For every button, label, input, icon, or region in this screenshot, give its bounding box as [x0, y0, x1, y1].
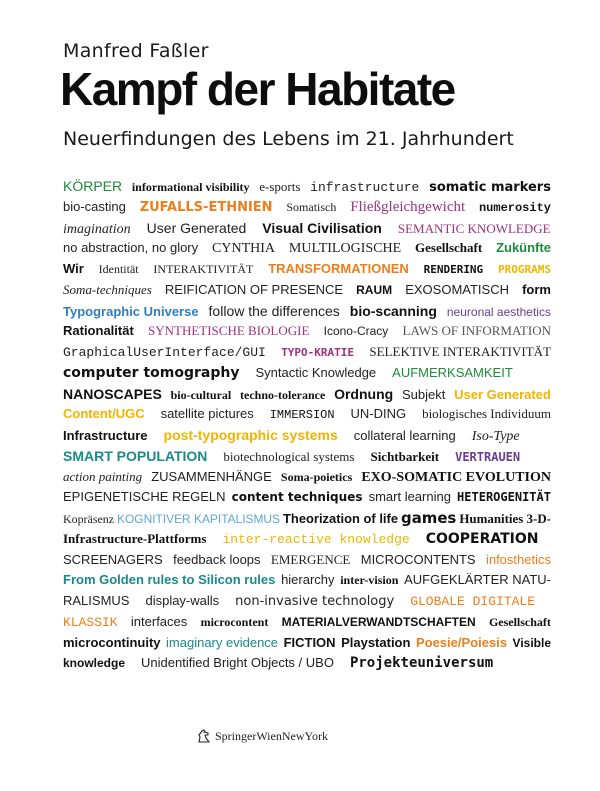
- cloud-term: ZUSAMMENHÄNGE: [151, 468, 272, 484]
- cloud-term: Gesellschaft: [488, 614, 551, 629]
- book-title: Kampf der Habitate: [60, 63, 455, 115]
- word-cloud-line: [63, 425, 553, 446]
- cloud-term: bio-casting: [63, 198, 126, 214]
- word-cloud-line: [63, 529, 553, 550]
- cloud-term: imagination: [63, 221, 131, 237]
- word-cloud-line: [63, 259, 553, 280]
- cloud-term: SMART POPULATION: [63, 447, 208, 464]
- cloud-term: e-sports: [259, 179, 301, 194]
- cloud-term: Somatisch: [286, 199, 337, 214]
- cloud-term: Iso-Type: [471, 429, 520, 444]
- cloud-term: Zukünfte: [496, 240, 551, 256]
- cloud-term: SCREENAGERS: [63, 551, 163, 567]
- cloud-term: Poesie/Poiesis: [415, 634, 508, 650]
- cloud-term: numerosity: [478, 200, 551, 215]
- cloud-term: NANOSCAPES: [63, 385, 162, 402]
- cloud-term: GLOBALE DIGITALE: [410, 594, 536, 609]
- cloud-term: EXO-SOMATIC EVOLUTION: [361, 469, 551, 485]
- cloud-term: games: [401, 509, 457, 527]
- cloud-term: Theorization of life: [283, 511, 399, 526]
- cloud-term: neuronal aesthetics: [446, 304, 551, 319]
- cloud-term: no abstraction, no glory: [63, 240, 199, 256]
- cloud-term: biologisches Individuum: [422, 406, 551, 422]
- cloud-term: KLASSIK: [63, 614, 118, 630]
- cloud-term: EMERGENCE: [270, 551, 351, 567]
- cloud-term: CYNTHIA: [212, 241, 276, 257]
- word-cloud-line: [63, 301, 553, 322]
- cloud-term: display-walls: [145, 593, 220, 608]
- cloud-term: somatic markers: [429, 180, 551, 195]
- word-cloud-line: [63, 612, 553, 633]
- cloud-term: Infrastructure-Plattforms: [63, 530, 207, 546]
- cloud-term: MICROCONTENTS: [360, 551, 476, 567]
- cloud-term: From Golden rules to Silicon rules: [63, 572, 276, 588]
- cloud-term: Ordnung: [334, 385, 394, 402]
- author-name: Manfred Faßler: [63, 40, 209, 62]
- cloud-term: KÖRPER: [63, 178, 123, 194]
- cloud-term: Syntactic Knowledge: [255, 364, 377, 380]
- word-cloud-line: [63, 467, 553, 488]
- cloud-term: non-invasive technology: [235, 594, 395, 609]
- word-cloud-line: [63, 238, 553, 259]
- cloud-term: informational visibility: [131, 180, 250, 194]
- cloud-term: Humanities 3-D-: [459, 511, 551, 526]
- cloud-term: feedback loops: [173, 551, 261, 567]
- word-cloud-line: [63, 653, 553, 674]
- cloud-term: computer tomography: [63, 364, 240, 381]
- cloud-term: SELEKTIVE INTERAKTIVITÄT: [369, 344, 551, 359]
- word-cloud-line: [63, 280, 553, 301]
- cloud-term: action painting: [63, 468, 143, 484]
- word-cloud-line: [63, 342, 553, 363]
- cloud-term: interfaces: [130, 613, 188, 629]
- word-cloud-line: [63, 321, 553, 342]
- cloud-term: Wir: [63, 261, 84, 276]
- cloud-term: IMMERSION: [269, 408, 335, 423]
- cloud-term: biotechnological systems: [223, 448, 355, 464]
- cloud-term: hierarchy: [281, 572, 335, 588]
- cloud-term: post-typographic systems: [163, 427, 338, 443]
- word-cloud-line: [63, 487, 553, 508]
- cloud-term: TYPO-KRATIE: [281, 346, 355, 359]
- word-cloud-line: [63, 404, 553, 425]
- cloud-term: Visual Civilisation: [262, 219, 382, 236]
- cloud-term: AUFGEKLÄRTER NATU-: [404, 572, 551, 588]
- cloud-term: Fließgleichgewicht: [350, 198, 466, 215]
- cloud-term: REIFICATION OF PRESENCE: [164, 281, 344, 297]
- cloud-term: Content/UGC: [63, 406, 145, 422]
- word-cloud: [63, 176, 553, 674]
- cloud-term: LAWS OF INFORMATION: [402, 323, 551, 339]
- cloud-term: Typographic Universe: [63, 303, 199, 319]
- word-cloud-line: [63, 446, 553, 467]
- cloud-term: SEMANTIC KNOWLEDGE: [397, 220, 551, 236]
- cloud-term: bio-cultural: [170, 387, 232, 402]
- cloud-term: User Generated: [454, 386, 551, 402]
- cloud-term: EXOSOMATISCH: [405, 281, 509, 297]
- cloud-term: satellite pictures: [160, 406, 254, 422]
- cloud-term: PROGRAMS: [497, 263, 551, 276]
- cloud-term: FICTION: [283, 634, 336, 650]
- publisher-logo: [196, 728, 328, 744]
- cloud-term: MATERIALVERWANDTSCHAFTEN: [281, 614, 476, 629]
- cloud-term: imaginary evidence: [166, 634, 279, 650]
- cloud-term: Identität: [98, 262, 139, 276]
- cloud-term: User Generated: [146, 219, 247, 236]
- cloud-term: smart learning: [368, 489, 451, 505]
- cloud-term: microcontinuity: [63, 634, 161, 650]
- cloud-term: Soma-poietics: [280, 469, 353, 484]
- cloud-term: Soma-techniques: [63, 281, 152, 297]
- word-cloud-line: [63, 363, 553, 384]
- cloud-term: infrastructure: [310, 180, 420, 195]
- cloud-term: Sichtbarkeit: [370, 448, 440, 464]
- word-cloud-line: [63, 633, 553, 654]
- cloud-term: Unidentified Bright Objects / UBO: [141, 655, 334, 671]
- cloud-term: TRANSFORMATIONEN: [268, 261, 409, 276]
- cloud-term: inter-vision: [340, 573, 399, 588]
- word-cloud-line: [63, 570, 553, 591]
- cloud-term: RAUM: [356, 282, 393, 297]
- word-cloud-line: [63, 384, 553, 405]
- cloud-term: RENDERING: [423, 263, 484, 276]
- cloud-term: Visible: [512, 635, 551, 650]
- cloud-term: bio-scanning: [349, 302, 437, 319]
- springer-knight-icon: [196, 728, 212, 744]
- cloud-term: GraphicalUserInterface/GUI: [63, 345, 266, 360]
- cloud-term: infosthetics: [485, 551, 551, 567]
- cloud-term: RALISMUS: [63, 593, 130, 608]
- word-cloud-line: [63, 197, 553, 218]
- word-cloud-line: [63, 176, 553, 197]
- cloud-term: Rationalität: [63, 323, 134, 339]
- cloud-term: techno-tolerance: [240, 387, 326, 402]
- cloud-term: COOPERATION: [425, 530, 539, 547]
- cloud-term: EPIGENETISCHE REGELN: [63, 489, 226, 505]
- cloud-term: Gesellschaft: [415, 240, 483, 256]
- word-cloud-line: [63, 550, 553, 571]
- cloud-term: inter-reactive knowledge: [222, 531, 410, 547]
- cloud-term: UN-DING: [350, 406, 407, 422]
- cloud-term: Infrastructure: [63, 428, 148, 443]
- cloud-term: INTERAKTIVITÄT: [153, 262, 254, 276]
- cloud-term: follow the differences: [208, 302, 340, 319]
- publisher-name: SpringerWienNewYork: [215, 728, 328, 743]
- cloud-term: form: [522, 281, 551, 297]
- word-cloud-line: [63, 508, 553, 529]
- cloud-term: Kopräsenz: [63, 512, 115, 526]
- cloud-term: knowledge: [63, 656, 126, 671]
- cloud-term: VERTRAUEN: [455, 449, 521, 464]
- cloud-term: microcontent: [200, 614, 269, 629]
- word-cloud-line: [63, 218, 553, 239]
- word-cloud-line: [63, 591, 553, 612]
- cloud-term: HETEROGENITÄT: [457, 490, 551, 505]
- cloud-term: AUFMERKSAMKEIT: [392, 364, 513, 380]
- cloud-term: Projekteuniversum: [349, 655, 494, 672]
- cloud-term: MULTILOGISCHE: [288, 241, 402, 257]
- cloud-term: content techniques: [231, 490, 363, 505]
- cloud-term: Subjekt: [401, 386, 446, 402]
- cloud-term: KOGNITIVER KAPITALISMUS: [117, 512, 281, 526]
- cloud-term: ZUFALLS-ETHNIEN: [139, 199, 273, 215]
- book-subtitle: Neuerfindungen des Lebens im 21. Jahrhundert: [63, 128, 514, 150]
- cloud-term: collateral learning: [353, 428, 456, 443]
- cloud-term: Icono-Cracy: [323, 324, 389, 339]
- cloud-term: Playstation: [341, 634, 411, 650]
- cloud-term: SYNTHETISCHE BIOLOGIE: [148, 323, 310, 339]
